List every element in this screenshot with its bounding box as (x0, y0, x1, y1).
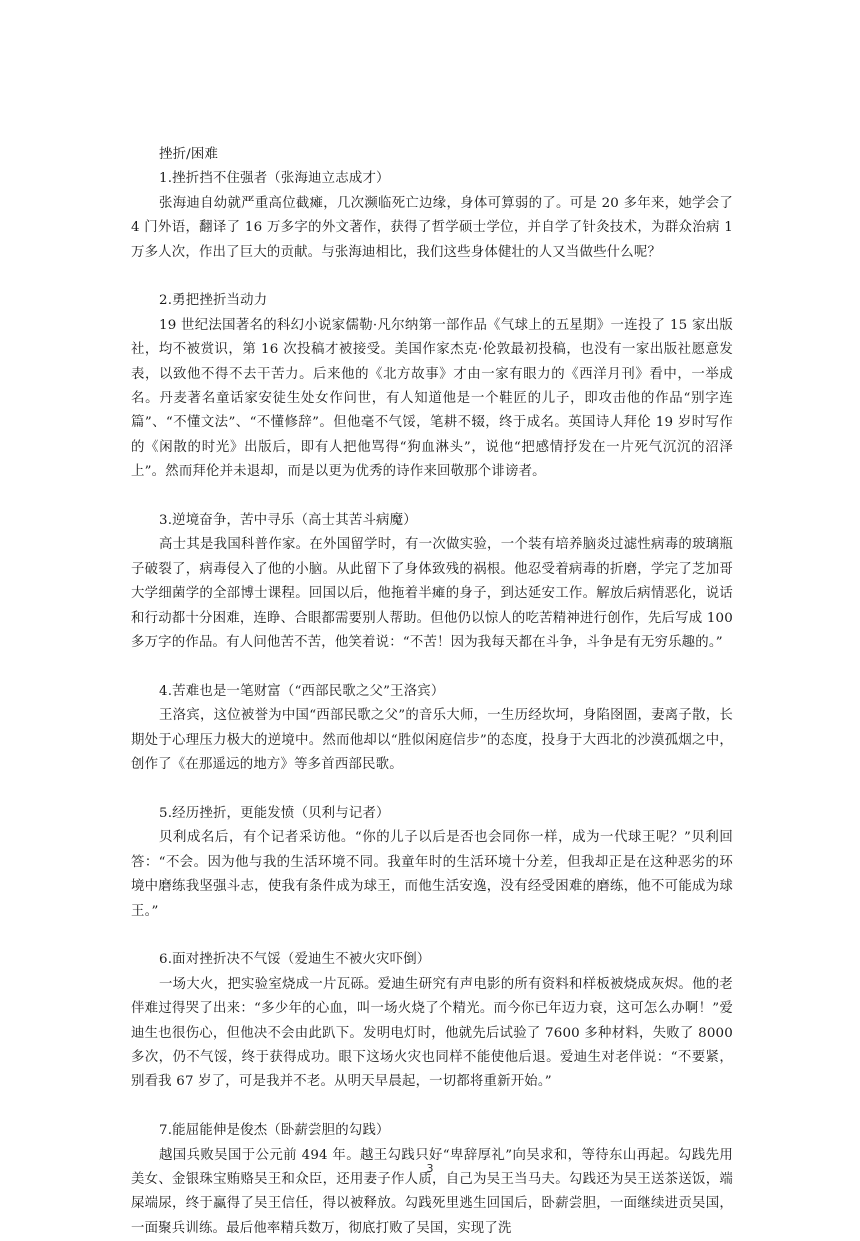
section-title: 6.面对挫折决不气馁（爱迪生不被火灾吓倒） (159, 952, 431, 968)
section-body: 张海迪自幼就严重高位截瘫，几次濒临死亡边缘，身体可算弱的了。可是 20 多年来，她学会了 4 门外语，翻译了 16 万多字的外文著作，获得了哲学硕士学位，并自学了针灸技术，为群众治病 1 万多人次，作出了巨大的贡献。与张海迪相比，我们这些身体健壮的人又当做些什么呢？ (131, 195, 733, 260)
section-3 (131, 509, 733, 655)
section-title: 1.挫折挡不住强者（张海迪立志成才） (159, 171, 390, 187)
section-body: 高士其是我国科普作家。在外国留学时，有一次做实验，一个装有培养脑炎过滤性病毒的玻璃瓶子破裂了，病毒侵入了他的小脑。从此留下了身体致残的祸根。他忍受着病毒的折磨，学完了芝加哥大学细菌学的全部博士课程。回国以后，他拖着半瘫的身子，到达延安工作。解放后病情恶化，说话和行动都十分困难，连睁、合眼都需要别人帮助。但他仍以惊人的吃苦精神进行创作，先后写成 100 多万字的作品。有人问他苦不苦，他笑着说：“不苦！因为我每天都在斗争，斗争是有无穷乐趣的。” (131, 537, 733, 651)
section-body: 贝利成名后，有个记者采访他。“你的儿子以后是否也会同你一样，成为一代球王呢？”贝利回答：“不会。因为他与我的生活环境不同。我童年时的生活环境十分差，但我却正是在这种恶劣的环境中磨练我坚强斗志，使我有条件成为球王，而他生活安逸，没有经受困难的磨练，他不可能成为球王。” (131, 830, 733, 919)
section-4 (131, 680, 733, 778)
section-title: 5.经历挫折，更能发愤（贝利与记者） (159, 805, 390, 821)
section-body: 一场大火，把实验室烧成一片瓦砾。爱迪生研究有声电影的所有资料和样板被烧成灰烬。他的老伴难过得哭了出来：“多少年的心血，叫一场火烧了个精光。而今你已年迈力衰，这可怎么办啊！”爱迪生也很伤心，但他决不会由此趴下。发明电灯时，他就先后试验了 7600 多种材料，失败了 8000 多次，仍不气馁，终于获得成功。眼下这场火灾也同样不能使他后退。爱迪生对老伴说：“不要紧，别看我 67 岁了，可是我并不老。从明天早晨起，一切都将重新开始。” (131, 976, 733, 1090)
topic-heading: 挫折/困难 (159, 147, 219, 162)
section-title: 3.逆境奋争，苦中寻乐（高士其苦斗病魔） (159, 513, 417, 529)
section-body: 王洛宾，这位被誉为中国“西部民歌之父”的音乐大师，一生历经坎坷，身陷囹圄，妻离子散，长期处于心理压力极大的逆境中。然而他却以“胜似闲庭信步”的态度，投身于大西北的沙漠孤烟之中，创作了《在那遥远的地方》等多首西部民歌。 (131, 708, 733, 773)
page-number: 3 (426, 1162, 434, 1175)
section-5 (131, 802, 733, 924)
section-6 (131, 948, 733, 1094)
section-body: 19 世纪法国著名的科幻小说家儒勒·凡尔纳第一部作品《气球上的五星期》一连投了 15 家出版社，均不被赏识，第 16 次投稿才被接受。美国作家杰克·伦敦最初投稿，也没有一家出版社愿意发表，以致他不得不去干苦力。后来他的《北方故事》才由一家有眼力的《西洋月刊》看中，一举成名。丹麦著名童话家安徒生处女作问世，有人知道他是一个鞋匠的儿子，即攻击他的作品“别字连篇”、“不懂文法”、“不懂修辞”。但他毫不气馁，笔耕不辍，终于成名。英国诗人拜伦 19 岁时写作的《闲散的时光》出版后，即有人把他骂得“狗血淋头”，说他“把感情抒发在一片死气沉沉的沼泽上”。然而拜伦并未退却，而是以更为优秀的诗作来回敬那个诽谤者。 (131, 317, 733, 480)
section-2 (131, 289, 733, 484)
section-title: 4.苦难也是一笔财富（“西部民歌之父”王洛宾） (159, 683, 445, 699)
section-body: 越国兵败吴国于公元前 494 年。越王勾践只好“卑辞厚礼”向吴求和，等待东山再起。勾践先用美女、金银珠宝贿赂吴王和众臣，还用妻子作人质，自己为吴王当马夫。勾践还为吴王送茶送饭，端屎端尿，终于赢得了吴王信任，得以被释放。勾践死里逃生回国后，卧薪尝胆，一面继续进贡吴国，一面聚兵训练。最后他率精兵数万，彻底打败了吴国，实现了洗 (131, 1147, 733, 1236)
document-page (131, 143, 733, 1241)
section-7 (131, 1119, 733, 1241)
section-title: 2.勇把挫折当动力 (159, 293, 268, 309)
section-title: 7.能屈能伸是俊杰（卧薪尝胆的勾践） (159, 1123, 390, 1139)
section-1 (131, 167, 733, 265)
